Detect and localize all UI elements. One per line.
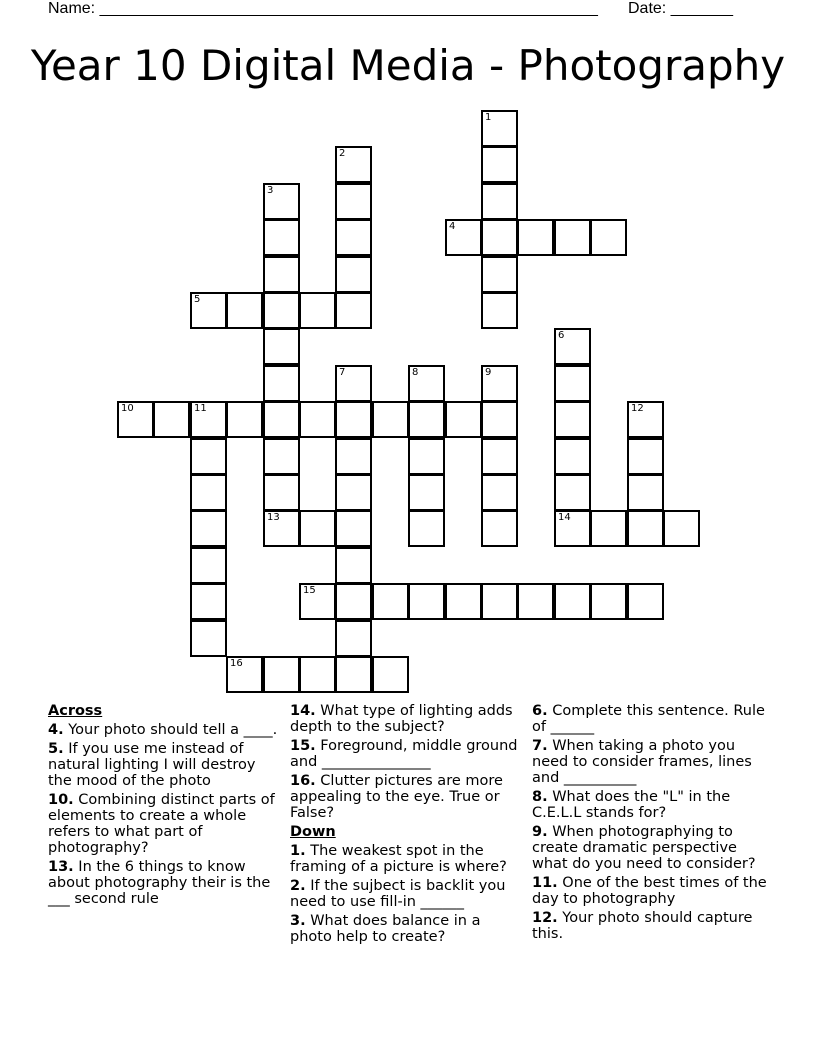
grid-cell[interactable] <box>408 365 445 402</box>
grid-cell[interactable] <box>190 620 227 657</box>
grid-cell[interactable] <box>554 365 591 402</box>
grid-cell[interactable] <box>263 438 300 475</box>
clue-number-label: 10. <box>48 792 74 808</box>
grid-cell[interactable] <box>263 656 300 693</box>
clue-number: 9 <box>485 367 492 378</box>
clue-number: 11 <box>194 403 207 414</box>
grid-cell[interactable] <box>481 474 518 511</box>
grid-cell[interactable] <box>226 656 263 693</box>
grid-cell[interactable] <box>445 219 482 256</box>
grid-cell[interactable] <box>554 328 591 365</box>
grid-cell[interactable] <box>263 256 300 293</box>
grid-cell[interactable] <box>335 256 372 293</box>
clue-text: Clutter pictures are more appealing to the eye. True or False? <box>290 773 503 821</box>
grid-cell[interactable] <box>517 583 554 620</box>
grid-cell[interactable] <box>627 438 664 475</box>
clue-text: One of the best times of the day to photography <box>532 875 767 907</box>
grid-cell[interactable] <box>263 365 300 402</box>
grid-cell[interactable] <box>335 146 372 183</box>
clue-item <box>532 824 770 872</box>
clue-item <box>48 792 280 856</box>
grid-cell[interactable] <box>263 510 300 547</box>
grid-cell[interactable] <box>335 183 372 220</box>
clue-item <box>532 738 770 786</box>
grid-cell[interactable] <box>590 510 627 547</box>
grid-cell[interactable] <box>481 401 518 438</box>
grid-cell[interactable] <box>408 583 445 620</box>
clue-number-label: 4. <box>48 722 64 738</box>
clue-number-label: 6. <box>532 703 548 719</box>
grid-cell[interactable] <box>299 656 336 693</box>
clue-number-label: 9. <box>532 824 548 840</box>
clue-item <box>290 738 522 770</box>
clue-item <box>532 789 770 821</box>
grid-cell[interactable] <box>117 401 154 438</box>
grid-cell[interactable] <box>481 292 518 329</box>
grid-cell[interactable] <box>190 438 227 475</box>
clue-text: In the 6 things to know about photography their is the ___ second rule <box>48 859 271 907</box>
grid-cell[interactable] <box>190 292 227 329</box>
grid-cell[interactable] <box>263 474 300 511</box>
grid-cell[interactable] <box>190 510 227 547</box>
clue-number-label: 14. <box>290 703 316 719</box>
grid-cell[interactable] <box>263 183 300 220</box>
clue-number: 4 <box>449 221 456 232</box>
grid-cell[interactable] <box>517 219 554 256</box>
date-field-line: Date: _______ <box>628 0 733 17</box>
grid-cell[interactable] <box>481 219 518 256</box>
clue-number: 5 <box>194 294 201 305</box>
grid-cell[interactable] <box>335 656 372 693</box>
grid-cell[interactable] <box>299 583 336 620</box>
grid-cell[interactable] <box>481 510 518 547</box>
grid-cell[interactable] <box>335 292 372 329</box>
grid-cell[interactable] <box>590 219 627 256</box>
clue-text: What does balance in a photo help to create? <box>290 913 481 945</box>
clue-text: If you use me instead of natural lighting I will destroy the mood of the photo <box>48 741 256 789</box>
clue-number: 8 <box>412 367 419 378</box>
grid-cell[interactable] <box>554 219 591 256</box>
grid-cell[interactable] <box>481 256 518 293</box>
clue-number-label: 1. <box>290 843 306 859</box>
clue-number: 14 <box>558 512 571 523</box>
clue-number: 2 <box>339 148 346 159</box>
grid-cell[interactable] <box>299 510 336 547</box>
clue-item <box>290 878 522 910</box>
grid-cell[interactable] <box>190 583 227 620</box>
grid-cell[interactable] <box>263 328 300 365</box>
grid-cell[interactable] <box>408 438 445 475</box>
clue-text: Foreground, middle ground and _______________ <box>290 738 518 770</box>
grid-cell[interactable] <box>481 583 518 620</box>
grid-cell[interactable] <box>263 401 300 438</box>
grid-cell[interactable] <box>372 656 409 693</box>
clue-number-label: 15. <box>290 738 316 754</box>
clue-item <box>48 859 280 907</box>
grid-cell[interactable] <box>554 474 591 511</box>
clue-item <box>532 910 770 942</box>
grid-cell[interactable] <box>263 292 300 329</box>
grid-cell[interactable] <box>335 438 372 475</box>
clue-number: 15 <box>303 585 316 596</box>
clue-number: 16 <box>230 658 243 669</box>
name-field-line: Name: ________________________________________________________ <box>48 0 598 17</box>
grid-cell[interactable] <box>408 401 445 438</box>
clue-number-label: 8. <box>532 789 548 805</box>
grid-cell[interactable] <box>335 401 372 438</box>
clue-number: 7 <box>339 367 346 378</box>
clues-column-1 <box>48 700 280 907</box>
section-heading-down: Down <box>290 824 336 840</box>
grid-cell[interactable] <box>663 510 700 547</box>
grid-cell[interactable] <box>153 401 190 438</box>
clue-item <box>290 843 522 875</box>
grid-cell[interactable] <box>408 510 445 547</box>
clues-column-2 <box>290 700 522 945</box>
grid-cell[interactable] <box>627 583 664 620</box>
grid-cell[interactable] <box>627 510 664 547</box>
clue-item <box>48 741 280 789</box>
grid-cell[interactable] <box>554 401 591 438</box>
clue-number: 6 <box>558 330 565 341</box>
grid-cell[interactable] <box>481 146 518 183</box>
grid-cell[interactable] <box>335 583 372 620</box>
clue-number-label: 3. <box>290 913 306 929</box>
grid-cell[interactable] <box>372 583 409 620</box>
clue-text: The weakest spot in the framing of a picture is where? <box>290 843 507 875</box>
grid-cell[interactable] <box>335 365 372 402</box>
grid-cell[interactable] <box>590 583 627 620</box>
grid-cell[interactable] <box>335 510 372 547</box>
clue-item <box>532 875 770 907</box>
grid-cell[interactable] <box>554 583 591 620</box>
clue-number-label: 7. <box>532 738 548 754</box>
section-heading-across: Across <box>48 703 103 719</box>
clue-number-label: 13. <box>48 859 74 875</box>
clue-number: 10 <box>121 403 134 414</box>
grid-cell[interactable] <box>627 401 664 438</box>
clue-item <box>290 913 522 945</box>
clue-item <box>48 722 280 738</box>
grid-cell[interactable] <box>226 401 263 438</box>
grid-cell[interactable] <box>190 547 227 584</box>
grid-cell[interactable] <box>445 401 482 438</box>
clue-text: Combining distinct parts of elements to create a whole refers to what part of photography? <box>48 792 275 856</box>
clue-number: 13 <box>267 512 280 523</box>
clue-number-label: 5. <box>48 741 64 757</box>
grid-cell[interactable] <box>335 547 372 584</box>
grid-cell[interactable] <box>554 438 591 475</box>
clue-text: When photographying to create dramatic perspective what do you need to consider? <box>532 824 756 872</box>
clue-text: Your photo should tell a ____. <box>68 722 278 738</box>
grid-cell[interactable] <box>372 401 409 438</box>
clue-text: If the sujbect is backlit you need to use fill-in ______ <box>290 878 506 910</box>
grid-cell[interactable] <box>263 219 300 256</box>
clue-text: What does the "L" in the C.E.L.L stands for? <box>532 789 731 821</box>
grid-cell[interactable] <box>299 401 336 438</box>
clues-column-3 <box>532 700 770 942</box>
clue-item <box>290 773 522 821</box>
clue-text: What type of lighting adds depth to the subject? <box>290 703 513 735</box>
grid-cell[interactable] <box>190 474 227 511</box>
grid-cell[interactable] <box>481 438 518 475</box>
clue-number-label: 2. <box>290 878 306 894</box>
clue-number: 1 <box>485 112 492 123</box>
clue-item <box>290 703 522 735</box>
grid-cell[interactable] <box>335 474 372 511</box>
clue-number: 3 <box>267 185 274 196</box>
grid-cell[interactable] <box>190 401 227 438</box>
page-title: Year 10 Digital Media - Photography <box>30 41 786 90</box>
grid-cell[interactable] <box>408 474 445 511</box>
grid-cell[interactable] <box>554 510 591 547</box>
grid-cell[interactable] <box>226 292 263 329</box>
grid-cell[interactable] <box>299 292 336 329</box>
grid-cell[interactable] <box>335 219 372 256</box>
clue-number: 12 <box>631 403 644 414</box>
clue-number-label: 16. <box>290 773 316 789</box>
grid-cell[interactable] <box>445 583 482 620</box>
clue-text: Your photo should capture this. <box>532 910 753 942</box>
grid-cell[interactable] <box>481 183 518 220</box>
grid-cell[interactable] <box>481 365 518 402</box>
clue-item <box>532 703 770 735</box>
grid-cell[interactable] <box>481 110 518 147</box>
grid-cell[interactable] <box>335 620 372 657</box>
clue-number-label: 12. <box>532 910 558 926</box>
clue-text: Complete this sentence. Rule of ______ <box>532 703 765 735</box>
grid-cell[interactable] <box>627 474 664 511</box>
clue-text: When taking a photo you need to consider frames, lines and __________ <box>532 738 752 786</box>
clue-number-label: 11. <box>532 875 558 891</box>
